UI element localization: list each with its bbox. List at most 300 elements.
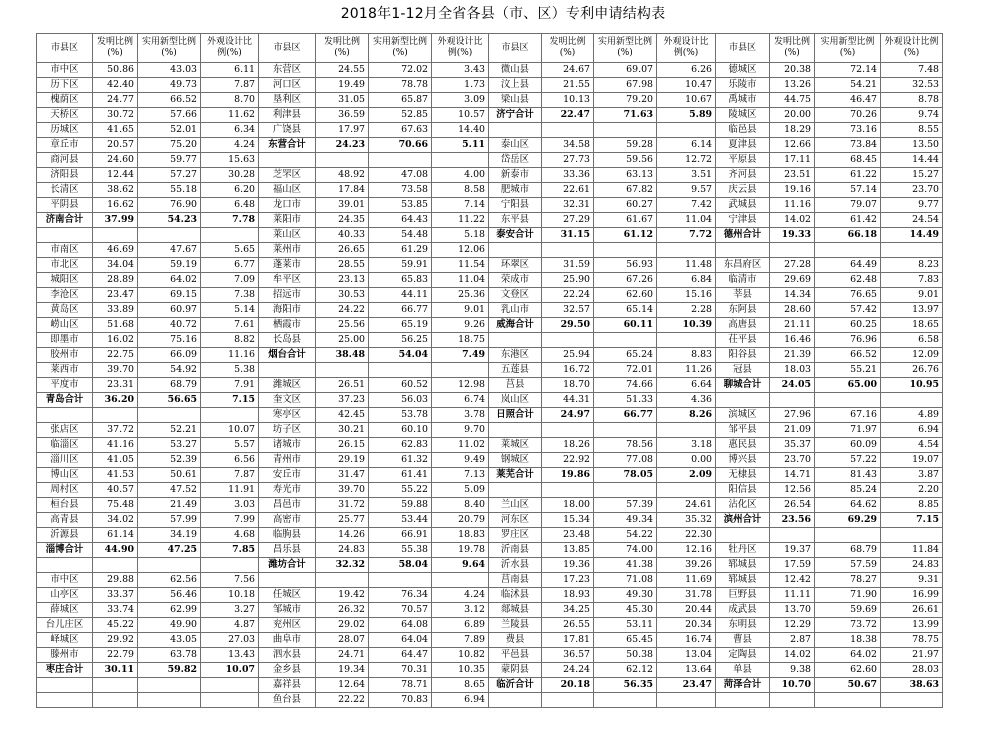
county-name: 山亭区 <box>37 588 93 603</box>
utility-ratio: 71.97 <box>815 423 881 438</box>
invention-ratio: 33.36 <box>542 168 594 183</box>
table-row <box>37 438 943 453</box>
table-row <box>37 528 943 543</box>
table-row <box>37 258 943 273</box>
design-ratio <box>201 228 259 243</box>
design-ratio: 15.16 <box>657 288 716 303</box>
utility-ratio: 76.90 <box>138 198 201 213</box>
invention-ratio: 13.85 <box>542 543 594 558</box>
invention-ratio: 28.89 <box>93 273 138 288</box>
county-name: 潍城区 <box>259 378 316 393</box>
invention-ratio: 14.34 <box>770 288 815 303</box>
invention-ratio <box>93 678 138 693</box>
table-row <box>37 228 943 243</box>
invention-ratio: 26.65 <box>316 243 369 258</box>
city-total-label: 枣庄合计 <box>37 663 93 678</box>
invention-ratio: 40.57 <box>93 483 138 498</box>
design-ratio: 18.65 <box>881 318 943 333</box>
county-name: 齐河县 <box>716 168 770 183</box>
utility-ratio: 66.52 <box>815 348 881 363</box>
county-name: 寒亭区 <box>259 408 316 423</box>
design-ratio: 9.70 <box>432 423 489 438</box>
table-row <box>37 423 943 438</box>
county-name: 博兴县 <box>716 453 770 468</box>
table-row <box>37 273 943 288</box>
county-name: 微山县 <box>489 63 542 78</box>
design-ratio: 3.12 <box>432 603 489 618</box>
design-ratio: 18.75 <box>432 333 489 348</box>
invention-ratio <box>542 123 594 138</box>
invention-ratio: 18.93 <box>542 588 594 603</box>
invention-ratio: 39.01 <box>316 198 369 213</box>
utility-ratio: 49.30 <box>594 588 657 603</box>
design-ratio: 10.95 <box>881 378 943 393</box>
utility-ratio: 66.77 <box>369 303 432 318</box>
county-name: 长清区 <box>37 183 93 198</box>
design-ratio: 7.13 <box>432 468 489 483</box>
utility-ratio <box>138 693 201 708</box>
invention-ratio: 44.90 <box>93 543 138 558</box>
county-name: 崂山区 <box>37 318 93 333</box>
county-name: 高青县 <box>37 513 93 528</box>
design-ratio: 6.94 <box>881 423 943 438</box>
design-ratio: 10.39 <box>657 318 716 333</box>
utility-ratio: 71.08 <box>594 573 657 588</box>
design-ratio: 12.09 <box>881 348 943 363</box>
invention-ratio: 33.74 <box>93 603 138 618</box>
design-ratio: 6.94 <box>432 693 489 708</box>
utility-ratio <box>138 558 201 573</box>
design-ratio: 12.72 <box>657 153 716 168</box>
utility-ratio: 67.82 <box>594 183 657 198</box>
invention-ratio: 22.75 <box>93 348 138 363</box>
invention-ratio: 34.25 <box>542 603 594 618</box>
invention-ratio: 22.47 <box>542 108 594 123</box>
county-name <box>489 483 542 498</box>
county-name: 临邑县 <box>716 123 770 138</box>
county-name: 平原县 <box>716 153 770 168</box>
design-ratio: 3.03 <box>201 498 259 513</box>
utility-ratio: 67.63 <box>369 123 432 138</box>
design-ratio: 7.87 <box>201 78 259 93</box>
city-total-label: 莱芜合计 <box>489 468 542 483</box>
design-ratio: 11.84 <box>881 543 943 558</box>
design-ratio: 8.83 <box>657 348 716 363</box>
design-ratio: 10.07 <box>201 423 259 438</box>
design-ratio: 14.44 <box>881 153 943 168</box>
table-row <box>37 288 943 303</box>
utility-ratio: 46.47 <box>815 93 881 108</box>
design-ratio: 6.11 <box>201 63 259 78</box>
invention-ratio: 14.71 <box>770 468 815 483</box>
utility-ratio: 50.67 <box>815 678 881 693</box>
invention-ratio: 26.51 <box>316 378 369 393</box>
invention-ratio: 44.31 <box>542 393 594 408</box>
header-utility: 实用新型比例(%) <box>815 34 881 63</box>
design-ratio: 8.65 <box>432 678 489 693</box>
county-name: 广饶县 <box>259 123 316 138</box>
city-total-label: 济南合计 <box>37 213 93 228</box>
invention-ratio: 34.58 <box>542 138 594 153</box>
county-name: 钢城区 <box>489 453 542 468</box>
city-total-label: 德州合计 <box>716 228 770 243</box>
invention-ratio: 39.70 <box>93 363 138 378</box>
design-ratio: 7.85 <box>201 543 259 558</box>
invention-ratio: 18.00 <box>542 498 594 513</box>
county-name: 无棣县 <box>716 468 770 483</box>
county-name: 河口区 <box>259 78 316 93</box>
utility-ratio: 43.05 <box>138 633 201 648</box>
invention-ratio: 24.23 <box>316 138 369 153</box>
invention-ratio: 20.57 <box>93 138 138 153</box>
county-name: 历城区 <box>37 123 93 138</box>
county-name: 夏津县 <box>716 138 770 153</box>
design-ratio: 9.77 <box>881 198 943 213</box>
design-ratio: 5.14 <box>201 303 259 318</box>
invention-ratio: 17.11 <box>770 153 815 168</box>
design-ratio: 4.24 <box>201 138 259 153</box>
design-ratio: 32.53 <box>881 78 943 93</box>
utility-ratio: 54.92 <box>138 363 201 378</box>
design-ratio: 35.32 <box>657 513 716 528</box>
utility-ratio: 49.34 <box>594 513 657 528</box>
utility-ratio: 56.35 <box>594 678 657 693</box>
invention-ratio: 14.26 <box>316 528 369 543</box>
design-ratio: 11.91 <box>201 483 259 498</box>
table-row <box>37 213 943 228</box>
city-total-label: 东营合计 <box>259 138 316 153</box>
county-name: 市北区 <box>37 258 93 273</box>
invention-ratio: 41.05 <box>93 453 138 468</box>
invention-ratio: 48.92 <box>316 168 369 183</box>
design-ratio: 13.43 <box>201 648 259 663</box>
utility-ratio: 76.34 <box>369 588 432 603</box>
utility-ratio: 56.93 <box>594 258 657 273</box>
design-ratio: 2.28 <box>657 303 716 318</box>
county-name: 滕州市 <box>37 648 93 663</box>
county-name <box>489 123 542 138</box>
county-name: 文登区 <box>489 288 542 303</box>
county-name: 鱼台县 <box>259 693 316 708</box>
invention-ratio: 12.44 <box>93 168 138 183</box>
invention-ratio: 29.50 <box>542 318 594 333</box>
utility-ratio: 44.11 <box>369 288 432 303</box>
county-name: 东明县 <box>716 618 770 633</box>
utility-ratio: 81.43 <box>815 468 881 483</box>
invention-ratio: 30.53 <box>316 288 369 303</box>
design-ratio: 6.77 <box>201 258 259 273</box>
utility-ratio: 76.96 <box>815 333 881 348</box>
invention-ratio: 26.32 <box>316 603 369 618</box>
utility-ratio: 60.10 <box>369 423 432 438</box>
county-name: 长岛县 <box>259 333 316 348</box>
utility-ratio: 53.85 <box>369 198 432 213</box>
county-name: 泰山区 <box>489 138 542 153</box>
design-ratio <box>657 423 716 438</box>
invention-ratio: 51.68 <box>93 318 138 333</box>
invention-ratio <box>93 228 138 243</box>
design-ratio: 27.03 <box>201 633 259 648</box>
county-name: 嘉祥县 <box>259 678 316 693</box>
county-name: 牡丹区 <box>716 543 770 558</box>
utility-ratio: 47.67 <box>138 243 201 258</box>
design-ratio: 8.26 <box>657 408 716 423</box>
design-ratio: 78.75 <box>881 633 943 648</box>
utility-ratio: 57.99 <box>138 513 201 528</box>
utility-ratio: 61.29 <box>369 243 432 258</box>
invention-ratio: 27.73 <box>542 153 594 168</box>
county-name: 兰陵县 <box>489 618 542 633</box>
invention-ratio: 25.94 <box>542 348 594 363</box>
utility-ratio: 52.39 <box>138 453 201 468</box>
invention-ratio <box>316 573 369 588</box>
invention-ratio: 19.37 <box>770 543 815 558</box>
utility-ratio: 57.59 <box>815 558 881 573</box>
invention-ratio: 10.13 <box>542 93 594 108</box>
invention-ratio: 22.24 <box>542 288 594 303</box>
utility-ratio: 64.47 <box>369 648 432 663</box>
design-ratio: 11.04 <box>657 213 716 228</box>
county-name: 临清市 <box>716 273 770 288</box>
utility-ratio: 60.97 <box>138 303 201 318</box>
design-ratio: 16.74 <box>657 633 716 648</box>
county-name: 高密市 <box>259 513 316 528</box>
county-name: 沂南县 <box>489 543 542 558</box>
utility-ratio: 45.30 <box>594 603 657 618</box>
invention-ratio: 11.16 <box>770 198 815 213</box>
city-total-label: 泰安合计 <box>489 228 542 243</box>
utility-ratio: 59.77 <box>138 153 201 168</box>
county-name: 栖霞市 <box>259 318 316 333</box>
design-ratio: 10.67 <box>657 93 716 108</box>
county-name: 诸城市 <box>259 438 316 453</box>
county-name: 济阳县 <box>37 168 93 183</box>
county-name: 郓城县 <box>716 573 770 588</box>
utility-ratio: 69.29 <box>815 513 881 528</box>
county-name: 寿光市 <box>259 483 316 498</box>
county-name: 曲阜市 <box>259 633 316 648</box>
invention-ratio: 34.04 <box>93 258 138 273</box>
design-ratio <box>881 528 943 543</box>
city-total-label: 临沂合计 <box>489 678 542 693</box>
utility-ratio: 59.19 <box>138 258 201 273</box>
design-ratio: 11.54 <box>432 258 489 273</box>
design-ratio: 39.26 <box>657 558 716 573</box>
county-name: 福山区 <box>259 183 316 198</box>
table-row <box>37 453 943 468</box>
table-row <box>37 693 943 708</box>
header-design: 外观设计比例(%) <box>432 34 489 63</box>
table-row <box>37 633 943 648</box>
invention-ratio <box>542 483 594 498</box>
invention-ratio: 38.48 <box>316 348 369 363</box>
utility-ratio: 54.22 <box>594 528 657 543</box>
county-name: 垦利区 <box>259 93 316 108</box>
table-row <box>37 663 943 678</box>
invention-ratio: 9.38 <box>770 663 815 678</box>
utility-ratio: 47.52 <box>138 483 201 498</box>
county-name: 市中区 <box>37 63 93 78</box>
design-ratio: 24.83 <box>881 558 943 573</box>
county-name: 昌邑市 <box>259 498 316 513</box>
invention-ratio: 23.48 <box>542 528 594 543</box>
design-ratio: 7.89 <box>432 633 489 648</box>
utility-ratio: 66.91 <box>369 528 432 543</box>
design-ratio: 7.15 <box>201 393 259 408</box>
utility-ratio: 60.52 <box>369 378 432 393</box>
invention-ratio: 22.61 <box>542 183 594 198</box>
patent-structure-table <box>36 33 943 708</box>
design-ratio: 6.64 <box>657 378 716 393</box>
table-row <box>37 603 943 618</box>
county-name: 任城区 <box>259 588 316 603</box>
invention-ratio: 19.34 <box>316 663 369 678</box>
utility-ratio: 61.12 <box>594 228 657 243</box>
utility-ratio: 41.38 <box>594 558 657 573</box>
design-ratio: 13.04 <box>657 648 716 663</box>
county-name <box>716 693 770 708</box>
utility-ratio: 68.79 <box>138 378 201 393</box>
county-name: 利津县 <box>259 108 316 123</box>
county-name: 峄城区 <box>37 633 93 648</box>
utility-ratio <box>594 243 657 258</box>
invention-ratio: 15.34 <box>542 513 594 528</box>
invention-ratio: 41.53 <box>93 468 138 483</box>
county-name <box>259 153 316 168</box>
design-ratio <box>201 408 259 423</box>
invention-ratio: 29.88 <box>93 573 138 588</box>
invention-ratio: 28.07 <box>316 633 369 648</box>
county-name: 罗庄区 <box>489 528 542 543</box>
county-name: 章丘市 <box>37 138 93 153</box>
design-ratio: 10.18 <box>201 588 259 603</box>
county-name: 莱西市 <box>37 363 93 378</box>
design-ratio: 9.31 <box>881 573 943 588</box>
county-name: 环翠区 <box>489 258 542 273</box>
utility-ratio <box>815 693 881 708</box>
design-ratio: 10.07 <box>201 663 259 678</box>
design-ratio: 7.15 <box>881 513 943 528</box>
design-ratio: 3.51 <box>657 168 716 183</box>
county-name: 历下区 <box>37 78 93 93</box>
design-ratio: 13.64 <box>657 663 716 678</box>
design-ratio: 8.55 <box>881 123 943 138</box>
county-name: 惠民县 <box>716 438 770 453</box>
invention-ratio: 22.79 <box>93 648 138 663</box>
design-ratio: 8.58 <box>432 183 489 198</box>
table-row <box>37 678 943 693</box>
design-ratio: 6.58 <box>881 333 943 348</box>
county-name <box>37 678 93 693</box>
table-row <box>37 408 943 423</box>
design-ratio: 7.49 <box>432 348 489 363</box>
invention-ratio <box>93 408 138 423</box>
utility-ratio: 78.71 <box>369 678 432 693</box>
design-ratio: 8.82 <box>201 333 259 348</box>
utility-ratio: 59.69 <box>815 603 881 618</box>
invention-ratio: 42.40 <box>93 78 138 93</box>
county-name: 郯城县 <box>489 603 542 618</box>
invention-ratio: 26.55 <box>542 618 594 633</box>
table-row <box>37 303 943 318</box>
design-ratio <box>432 363 489 378</box>
invention-ratio: 22.92 <box>542 453 594 468</box>
county-name: 邹城市 <box>259 603 316 618</box>
utility-ratio: 62.12 <box>594 663 657 678</box>
design-ratio: 8.40 <box>432 498 489 513</box>
invention-ratio: 18.03 <box>770 363 815 378</box>
design-ratio: 11.48 <box>657 258 716 273</box>
utility-ratio: 66.77 <box>594 408 657 423</box>
invention-ratio: 21.09 <box>770 423 815 438</box>
header-utility: 实用新型比例(%) <box>138 34 201 63</box>
utility-ratio: 78.27 <box>815 573 881 588</box>
design-ratio: 6.26 <box>657 63 716 78</box>
invention-ratio <box>542 693 594 708</box>
county-name: 即墨市 <box>37 333 93 348</box>
county-name: 汶上县 <box>489 78 542 93</box>
invention-ratio: 11.11 <box>770 588 815 603</box>
utility-ratio: 61.67 <box>594 213 657 228</box>
county-name: 平度市 <box>37 378 93 393</box>
table-row <box>37 648 943 663</box>
design-ratio: 14.49 <box>881 228 943 243</box>
county-name <box>716 528 770 543</box>
design-ratio: 11.69 <box>657 573 716 588</box>
invention-ratio <box>542 243 594 258</box>
utility-ratio <box>138 228 201 243</box>
invention-ratio: 25.77 <box>316 513 369 528</box>
design-ratio: 6.20 <box>201 183 259 198</box>
invention-ratio: 26.54 <box>770 498 815 513</box>
invention-ratio: 41.16 <box>93 438 138 453</box>
design-ratio: 9.49 <box>432 453 489 468</box>
invention-ratio: 25.90 <box>542 273 594 288</box>
county-name: 河东区 <box>489 513 542 528</box>
utility-ratio: 70.31 <box>369 663 432 678</box>
utility-ratio: 65.45 <box>594 633 657 648</box>
design-ratio: 6.74 <box>432 393 489 408</box>
table-row <box>37 498 943 513</box>
invention-ratio: 27.28 <box>770 258 815 273</box>
utility-ratio: 51.33 <box>594 393 657 408</box>
utility-ratio: 55.38 <box>369 543 432 558</box>
design-ratio: 7.42 <box>657 198 716 213</box>
design-ratio: 7.38 <box>201 288 259 303</box>
utility-ratio: 75.20 <box>138 138 201 153</box>
design-ratio: 10.57 <box>432 108 489 123</box>
utility-ratio <box>138 408 201 423</box>
utility-ratio: 85.24 <box>815 483 881 498</box>
invention-ratio: 18.26 <box>542 438 594 453</box>
invention-ratio: 23.47 <box>93 288 138 303</box>
design-ratio: 23.70 <box>881 183 943 198</box>
utility-ratio: 68.45 <box>815 153 881 168</box>
table-row <box>37 318 943 333</box>
county-name: 天桥区 <box>37 108 93 123</box>
design-ratio: 9.01 <box>881 288 943 303</box>
table-row <box>37 588 943 603</box>
invention-ratio: 18.29 <box>770 123 815 138</box>
design-ratio: 26.61 <box>881 603 943 618</box>
design-ratio: 20.79 <box>432 513 489 528</box>
invention-ratio: 13.26 <box>770 78 815 93</box>
design-ratio: 6.48 <box>201 198 259 213</box>
invention-ratio: 44.75 <box>770 93 815 108</box>
design-ratio: 9.57 <box>657 183 716 198</box>
invention-ratio: 21.39 <box>770 348 815 363</box>
county-name: 岱岳区 <box>489 153 542 168</box>
